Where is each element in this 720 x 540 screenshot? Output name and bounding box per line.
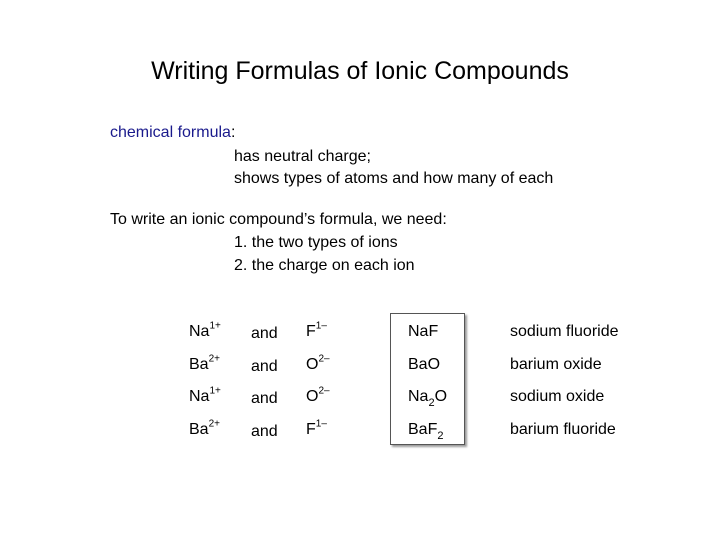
compound-formula: BaF$_2$: [408, 421, 444, 442]
compound-name: barium oxide: [510, 356, 602, 373]
joiner-word: and: [251, 325, 278, 342]
joiner-word: and: [251, 358, 278, 375]
slide-title: Writing Formulas of Ionic Compounds: [151, 57, 569, 85]
definition-line: shows types of atoms and how many of each: [234, 170, 554, 187]
anion-charge: 1–: [315, 320, 327, 332]
compound-formula: BaO: [408, 356, 441, 373]
definition-heading: [110, 122, 235, 144]
requirements-intro: To write an ionic compound’s formula, we need:: [110, 211, 447, 228]
requirement-item: 1. the two types of ions: [234, 234, 398, 251]
anion-charge: 1–: [315, 418, 327, 430]
definition-line: has neutral charge;: [234, 148, 371, 165]
anion-charge: 2–: [318, 353, 330, 365]
cation-charge: 1+: [209, 320, 221, 332]
cation-charge: 2+: [208, 353, 220, 365]
anion-ion: $O^{2-}$: [306, 385, 330, 405]
joiner-word: and: [251, 390, 278, 407]
cation-ion: $Ba^{2+}$: [189, 418, 220, 438]
cation-charge: 2+: [208, 418, 220, 430]
cation-charge: 1+: [209, 385, 221, 397]
cation-ion: $Na^{1+}$: [189, 320, 221, 340]
definition-term: chemical formula: [110, 124, 231, 141]
joiner-word: and: [251, 423, 278, 440]
compound-name: sodium fluoride: [510, 323, 619, 340]
anion-charge: 2–: [318, 385, 330, 397]
cation-ion: $Ba^{2+}$: [189, 353, 220, 373]
anion-ion: $F^{1-}$: [306, 320, 327, 340]
definition-colon: :: [230, 124, 236, 141]
anion-ion: $O^{2-}$: [306, 353, 330, 373]
anion-ion: $F^{1-}$: [306, 418, 327, 438]
cation-ion: $Na^{1+}$: [189, 385, 221, 405]
compound-formula: NaF: [408, 323, 439, 340]
compound-formula: $Na_2O$: [408, 388, 448, 409]
compound-name: barium fluoride: [510, 421, 616, 438]
requirement-item: 2. the charge on each ion: [234, 257, 415, 274]
compound-name: sodium oxide: [510, 388, 605, 405]
